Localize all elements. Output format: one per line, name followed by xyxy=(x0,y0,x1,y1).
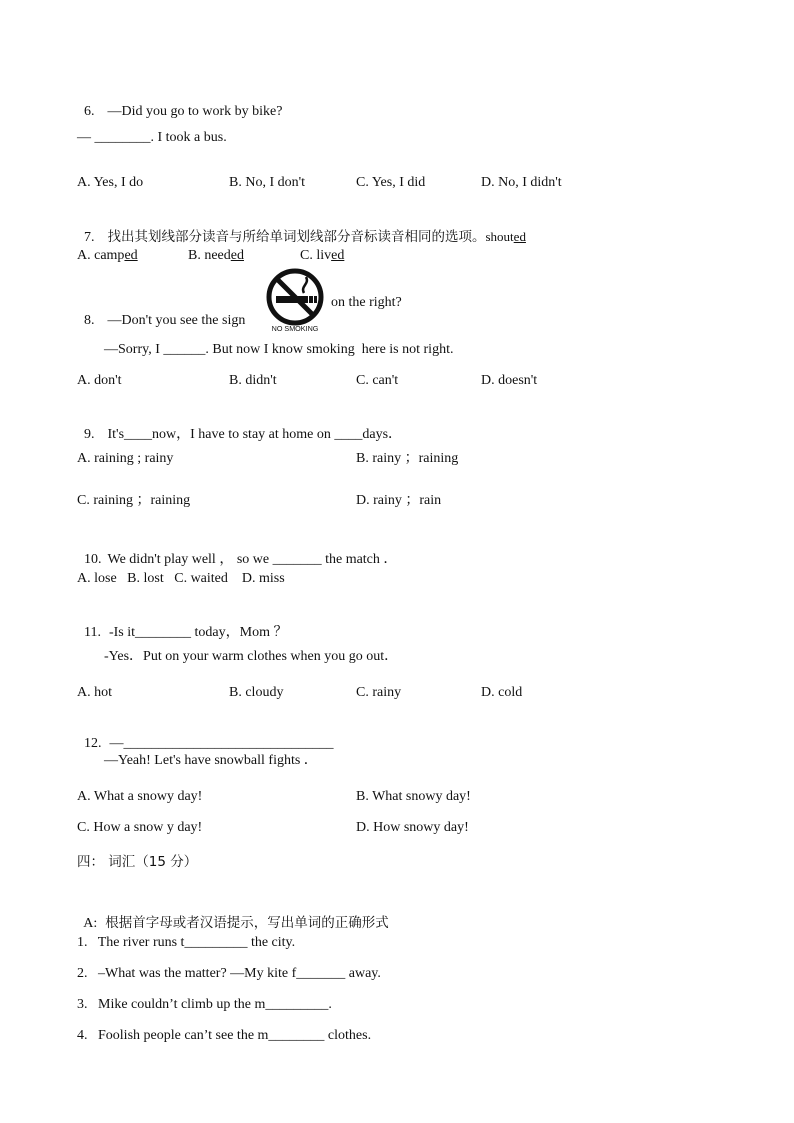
q12-option-c[interactable]: C. How a snow y day! xyxy=(77,820,203,835)
q12-option-b[interactable]: B. What snowy day! xyxy=(356,789,471,804)
q7-word: shouted xyxy=(485,229,526,244)
section4-heading: 四： 词汇（15 分） xyxy=(77,854,198,870)
vocab-item-1: 1. The river runs t_________ the city. xyxy=(77,935,296,950)
q11-number: 11. xyxy=(84,625,101,640)
q7-stem-line xyxy=(77,210,526,247)
q11-option-a[interactable]: A. hot xyxy=(77,685,112,700)
q9-stem-line xyxy=(77,408,402,444)
q12-option-d[interactable]: D. How snowy day! xyxy=(356,820,469,835)
q6-option-a[interactable]: A. Yes, I do xyxy=(77,175,144,190)
q7-option-b[interactable]: B. needed xyxy=(188,248,244,263)
q12-reply: —Yeah! Let's have snowball fights ． xyxy=(104,753,318,768)
q8-stem-before: —Don't you see the sign xyxy=(107,313,246,328)
q12-option-a[interactable]: A. What a snowy day! xyxy=(77,789,203,804)
section4-part-a-line xyxy=(77,896,389,933)
vocab-item-4: 4. Foolish people can’t see the m________ clothes. xyxy=(77,1028,372,1043)
no-smoking-sign-icon xyxy=(264,268,326,334)
q11-option-d[interactable]: D. cold xyxy=(481,685,523,700)
part-a-label: A: xyxy=(83,916,98,931)
q6-number: 6. xyxy=(84,104,95,119)
q11-stem-line xyxy=(77,606,287,642)
q11-option-c[interactable]: C. rainy xyxy=(356,685,402,700)
q6-option-d[interactable]: D. No, I didn't xyxy=(481,175,562,190)
q6-option-b[interactable]: B. No, I don't xyxy=(229,175,306,190)
q9-stem: It's____now，I have to stay at home on ____days． xyxy=(107,427,403,442)
q9-option-a[interactable]: A. raining ; rainy xyxy=(77,451,174,466)
q12-stem-line xyxy=(77,717,334,753)
q7-option-c[interactable]: C. lived xyxy=(300,248,345,263)
q6-reply: — ________. I took a bus. xyxy=(77,130,227,145)
q8-option-d[interactable]: D. doesn't xyxy=(481,373,538,388)
q12-number: 12. xyxy=(84,736,102,751)
q7-option-a[interactable]: A. camped xyxy=(77,248,138,263)
q11-reply: -Yes．Put on your warm clothes when you go out． xyxy=(104,649,399,664)
q8-stem-line xyxy=(77,294,245,330)
q9-number: 9. xyxy=(84,427,95,442)
vocab-item-2: 2. –What was the matter? —My kite f_______ away. xyxy=(77,966,381,981)
q7-stem: 找出其划线部分读音与所给单词划线部分音标读音相同的选项。 xyxy=(107,229,486,245)
q8-stem-after: on the right? xyxy=(331,295,402,310)
q7-number: 7. xyxy=(84,230,95,245)
q8-number: 8. xyxy=(84,313,95,328)
q6-option-c[interactable]: C. Yes, I did xyxy=(356,175,426,190)
q9-option-d[interactable]: D. rainy ；rain xyxy=(356,493,442,508)
sign-caption: NO SMOKING xyxy=(271,324,319,333)
q8-option-c[interactable]: C. can't xyxy=(356,373,399,388)
q12-stem: —______________________________ xyxy=(109,736,334,751)
q10-number: 10. xyxy=(84,552,102,567)
part-a-instruction: 根据首字母或者汉语提示，写出单词的正确形式 xyxy=(105,915,389,931)
q8-option-a[interactable]: A. don't xyxy=(77,373,122,388)
vocab-item-3: 3. Mike couldn’t climb up the m_________. xyxy=(77,997,332,1012)
q10-stem-line xyxy=(77,533,397,569)
q9-option-c[interactable]: C. raining ；raining xyxy=(77,493,191,508)
q11-stem: -Is it________ today，Mom ？ xyxy=(108,625,288,640)
q10-stem: We didn't play well ， so we _______ the match ． xyxy=(107,552,398,567)
q6-stem: —Did you go to work by bike? xyxy=(107,104,283,119)
q10-options[interactable]: A. lose B. lost C. waited D. miss xyxy=(77,571,285,586)
q8-option-b[interactable]: B. didn't xyxy=(229,373,277,388)
q6-stem-line xyxy=(77,85,282,121)
q9-option-b[interactable]: B. rainy ；raining xyxy=(356,451,459,466)
q11-option-b[interactable]: B. cloudy xyxy=(229,685,284,700)
q8-reply: —Sorry, I ______. But now I know smoking here is not right. xyxy=(104,342,454,357)
